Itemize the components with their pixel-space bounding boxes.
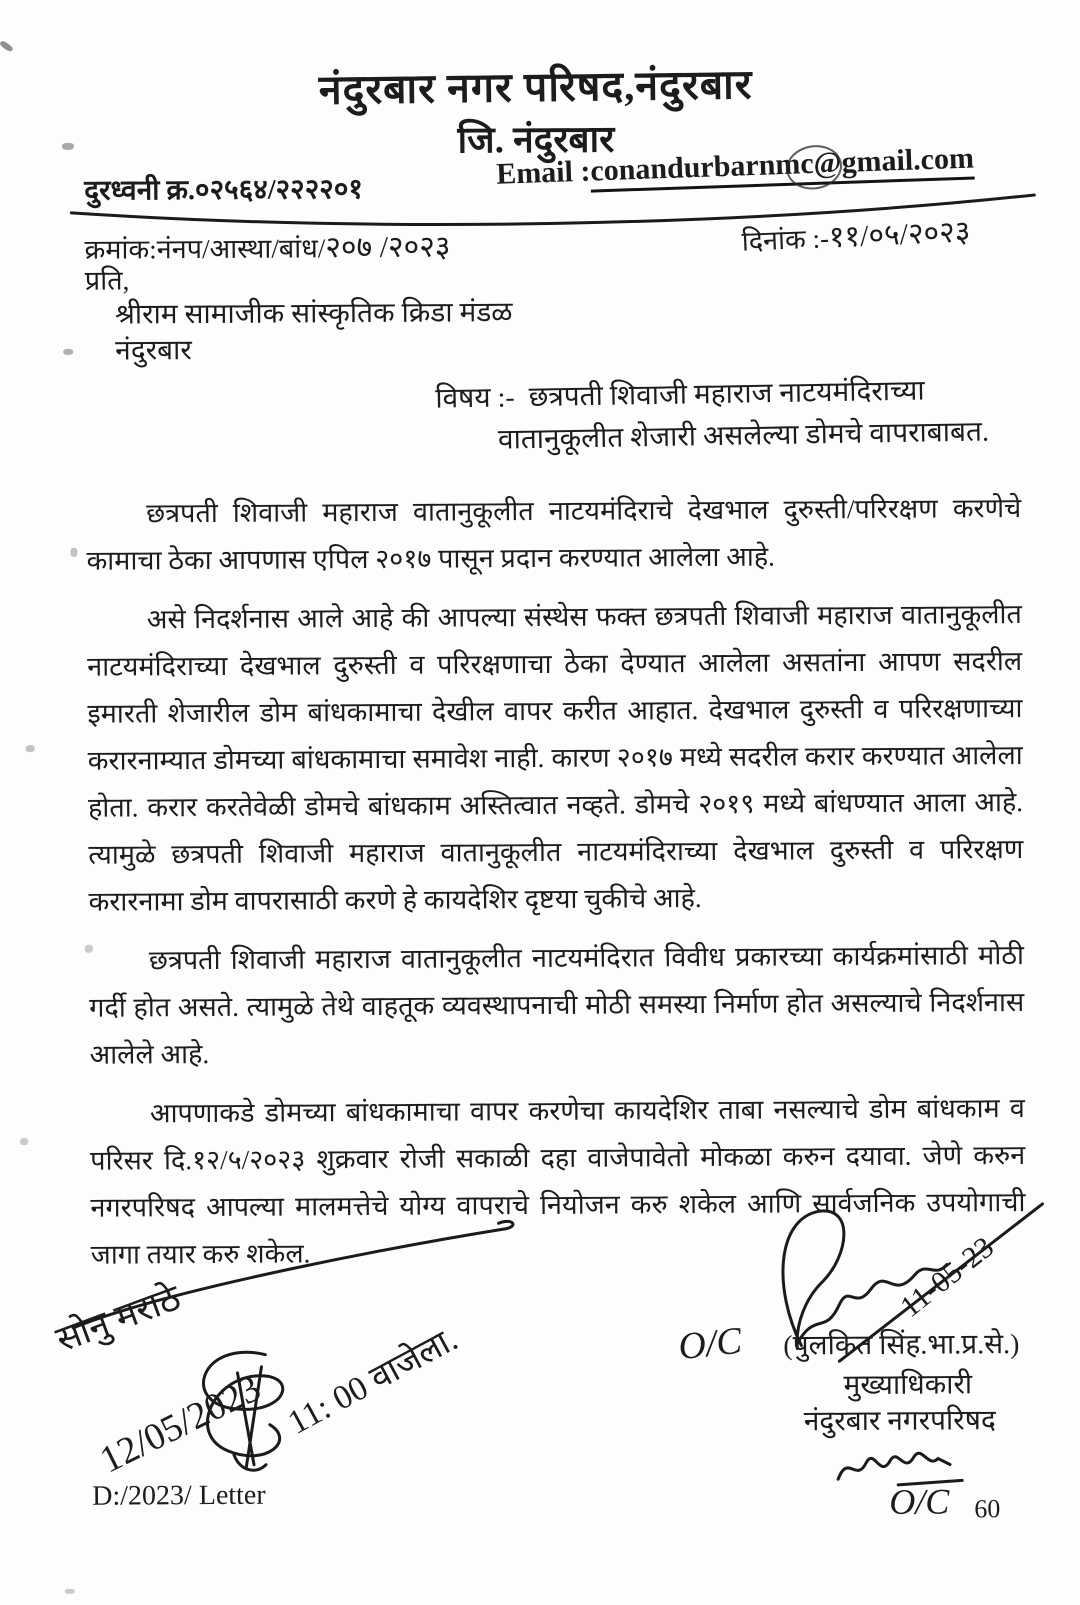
scan-speck — [70, 548, 77, 557]
reference-prefix: क्रमांक:नंनप/आस्था/बांध/ — [84, 233, 326, 265]
scan-speck — [0, 40, 14, 53]
letterhead-district: जि. नंदुरबार — [457, 119, 615, 162]
page-number: 60 — [974, 1494, 1001, 1524]
signatory-organization: नंदुरबार नगरपरिषद — [803, 1405, 996, 1438]
oc-mark-handwritten: O/C — [676, 1319, 744, 1369]
received-time-handwritten: 11: 00 वाजेला. — [282, 1320, 464, 1442]
signature-date-handwritten: 11-05-23 — [894, 1230, 1000, 1324]
signatory-name: (पुलकित सिंह.भा.प्र.से.) — [783, 1329, 1020, 1362]
scan-speck — [20, 1138, 28, 1145]
received-date-handwritten: 12/05/2023 — [93, 1366, 268, 1482]
signatory-designation: मुख्याधिकारी — [843, 1369, 973, 1402]
subject-block — [435, 369, 1016, 463]
reference-number-handwritten: २०७ /२०२३ — [325, 230, 451, 265]
email-address: conandurbarnmc@gmail.com — [590, 142, 975, 193]
reference-number-line — [84, 225, 450, 268]
letterhead-phone: दुरध्वनी क्र.०२५६४/२२२२०१ — [84, 174, 364, 207]
recipient-salutation: प्रति, — [84, 265, 130, 296]
scan-speck — [62, 143, 74, 150]
body-paragraph-2: असे निदर्शनास आले आहे की आपल्या संस्थेस फक्त छत्रपती शिवाजी महाराज वातानुकूलीत नाटयमंदिराच्या देखभाल दुरुस्ती व परिरक्षणाचा ठेका देण्यात आलेला असतांना आपण सदरील इमारती शेजारील डोम बांधकामाचा देखील वापर करीत आहात. देखभाल दुरुस्ती व परिरक्षणाच्या करारनाम्यात डोमच्या बांधकामाचा समावेश नाही. कारण २०१७ मध्ये सदरील करार करण्यात आलेला होता. करार करतेवेळी डोमचे बांधकाम अस्तित्वात नव्हते. डोमचे २०१९ मध्ये बांधण्यात आला आहे. त्यामुळे छत्रपती शिवाजी महाराज वातानुकूलीत नाटयमंदिराच्या देखभाल दुरुस्ती व परिरक्षण करारनामा डोम वापरासाठी करणे हे कायदेशिर दृष्टया चुकीचे आहे. — [87, 599, 1024, 917]
email-label: Email : — [495, 154, 591, 191]
received-by-name-handwritten: सोनु मराठे — [50, 1277, 186, 1360]
date-handwritten: ११/०५/२०२३ — [828, 215, 971, 255]
letter-body — [86, 485, 1026, 1291]
scan-speck — [65, 1589, 75, 1594]
date-label: दिनांक :- — [741, 223, 830, 257]
recipient-city: नंदुरबार — [115, 335, 192, 367]
subject-line-2: वातानुकूलीत शेजारी असलेल्या डोमचे वापराबाबत. — [497, 416, 990, 456]
scan-speck — [63, 349, 73, 355]
body-paragraph-1: छत्रपती शिवाजी महाराज वातानुकूलीत नाटयमंदिराचे देखभाल दुरुस्ती/परिरक्षण करणेचे कामाचा ठेका आपणास एपिल २०१७ पासून प्रदान करण्यात आलेला आहे. — [86, 493, 1022, 576]
letterhead-org-name: नंदुरबार नगर परिषद,नंदुरबार — [318, 61, 753, 113]
subject-label: विषय :- — [435, 382, 515, 415]
subject-line-1: छत्रपती शिवाजी महाराज नाटयमंदिराच्या — [528, 375, 925, 414]
file-path-footer: D:/2023/ Letter — [92, 1479, 266, 1512]
recipient-name: श्रीराम सामाजीक सांस्कृतिक क्रिडा मंडळ — [114, 297, 513, 331]
scan-speck — [85, 945, 93, 953]
body-paragraph-3: छत्रपती शिवाजी महाराज वातानुकूलीत नाटयमंदिरात विवीध प्रकारच्या कार्यक्रमांसाठी मोठी गर्दी होत असते. त्यामुळे तेथे वाहतूक व्यवस्थापनाची मोठी समस्या निर्माण होत असल्याचे निदर्शनास आलेले आहे. — [89, 940, 1025, 1070]
body-paragraph-4: आपणाकडे डोमच्या बांधकामाचा वापर करणेचा कायदेशिर ताबा नसल्याचे डोम बांधकाम व परिसर दि.१२/५/२०२३ शुक्रवार रोजी सकाळी दहा वाजेपावेतो मोकळा करुन दयावा. जेणे करुन नगरपरिषद आपल्या मालमत्तेचे योग्य वापराचे नियोजन करु शकेल आणि सार्वजनिक उपयोगाची जागा तयार करु शकेल. — [90, 1093, 1026, 1270]
oc-mark-2-handwritten: O/C — [889, 1481, 950, 1522]
letter-date-line — [741, 209, 971, 259]
scan-speck — [26, 745, 35, 752]
